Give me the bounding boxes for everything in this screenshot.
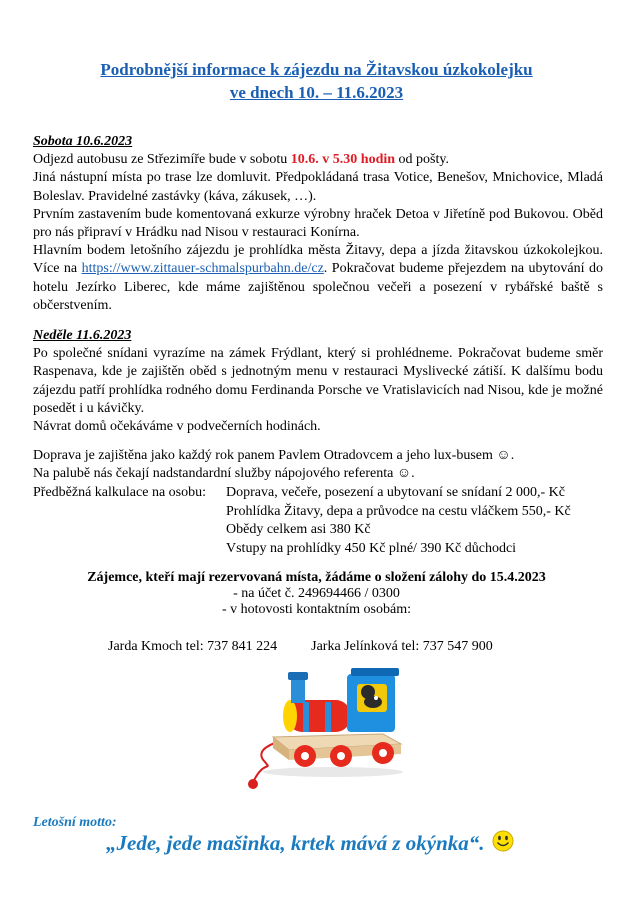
departure-time: 10.6. v 5.30 hodin xyxy=(290,152,396,168)
deposit-account: - na účet č. 249694466 / 0300 xyxy=(233,586,400,601)
toy-train-image xyxy=(243,662,413,792)
saturday-departure: Odjezd autobusu ze Střezimíře bude v sobotu 10.6. v 5.30 hodin od pošty. xyxy=(33,152,449,168)
sunday-return: Návrat domů očekáváme v podvečerních hodinách. xyxy=(33,419,321,435)
smiley-icon xyxy=(492,830,514,852)
contact-kmoch: Jarda Kmoch tel: 737 841 224 xyxy=(108,639,278,654)
saturday-main: Hlavním bodem letošního zájezdu je prohlídka města Žitavy, depa a jízda žitavskou úzkokolejkou. Více na https://www.zittauer-schmalspurbahn.de/cz. Pokračovat budeme přejezdem na ubytování do hotelu Jezírko Liberec, kde máme zajištěnou společnou večeři a posezení v rybářské baště s občerstvením. xyxy=(33,243,603,313)
saturday-heading: Sobota 10.6.2023 xyxy=(33,134,133,149)
document-title-line1: Podrobnější informace k zájezdu na Žitavskou úzkokolejku xyxy=(100,60,533,79)
saturday-first-stop: Prvním zastavením bude komentovaná exkurze výrobny hraček Detoa v Jiřetíně pod Bukovou. Oběd pro nás připraví v Hrádku nad Nisou v restauraci Konírna. xyxy=(33,206,603,241)
calculation-label: Předběžná kalkulace na osobu: xyxy=(33,485,206,500)
calculation-item: Vstupy na prohlídky 450 Kč plné/ 390 Kč důchodci xyxy=(226,540,517,556)
calculation-item: Obědy celkem asi 380 Kč xyxy=(226,522,371,538)
zittau-railway-link[interactable]: https://www.zittauer-schmalspurbahn.de/cz xyxy=(81,261,324,277)
transport-line1: Doprava je zajištěna jako každý rok panem Pavlem Otradovcem a jeho lux-busem ☺. xyxy=(33,448,515,463)
sunday-heading: Neděle 11.6.2023 xyxy=(33,328,132,343)
deposit-cash: - v hotovosti kontaktním osobám: xyxy=(222,602,411,617)
sunday-section xyxy=(33,327,603,436)
saturday-stops: Jiná nástupní místa po trase lze domluvit. Předpokládaná trasa Votice, Benešov, Mnichovice, Mladá Boleslav. Pravidelné zastávky (káva, zákusek, …). xyxy=(33,170,603,204)
saturday-section xyxy=(33,133,603,315)
contacts xyxy=(108,639,493,655)
motto-label: Letošní motto: xyxy=(33,815,117,830)
calculation-item: Doprava, večeře, posezení a ubytovaní se snídaní 2 000,- Kč xyxy=(226,485,565,500)
calculation-items xyxy=(226,484,571,558)
sunday-text: Po společné snídani vyrazíme na zámek Frýdlant, který si prohlédneme. Pokračovat budeme směr Raspenava, kde je zajištěn oběd s jednotným menu v restauraci Myslivecké zátiší. K dalšímu bodu zájezdu patří prohlídka rodného domu Ferdinanda Porsche ve Vratislavicích nad Nisou, kde je možné posedět i u kávičky. xyxy=(33,346,603,416)
deposit-request: Zájemce, kteří mají rezervovaná místa, žádáme o složení zálohy do 15.4.2023 xyxy=(87,570,546,585)
transport-section xyxy=(33,447,603,483)
transport-line2: Na palubě nás čekají nadstandardní služby nápojového referenta ☺. xyxy=(33,466,415,482)
document-title-line2: ve dnech 10. – 11.6.2023 xyxy=(229,83,404,102)
contact-jelinkova: Jarka Jelínková tel: 737 547 900 xyxy=(311,639,493,654)
motto-text: „Jede, jede mašinka, krtek mává z okýnka“. xyxy=(106,830,514,856)
calculation-item: Prohlídka Žitavy, depa a průvodce na cestu vláčkem 550,- Kč xyxy=(226,503,571,519)
